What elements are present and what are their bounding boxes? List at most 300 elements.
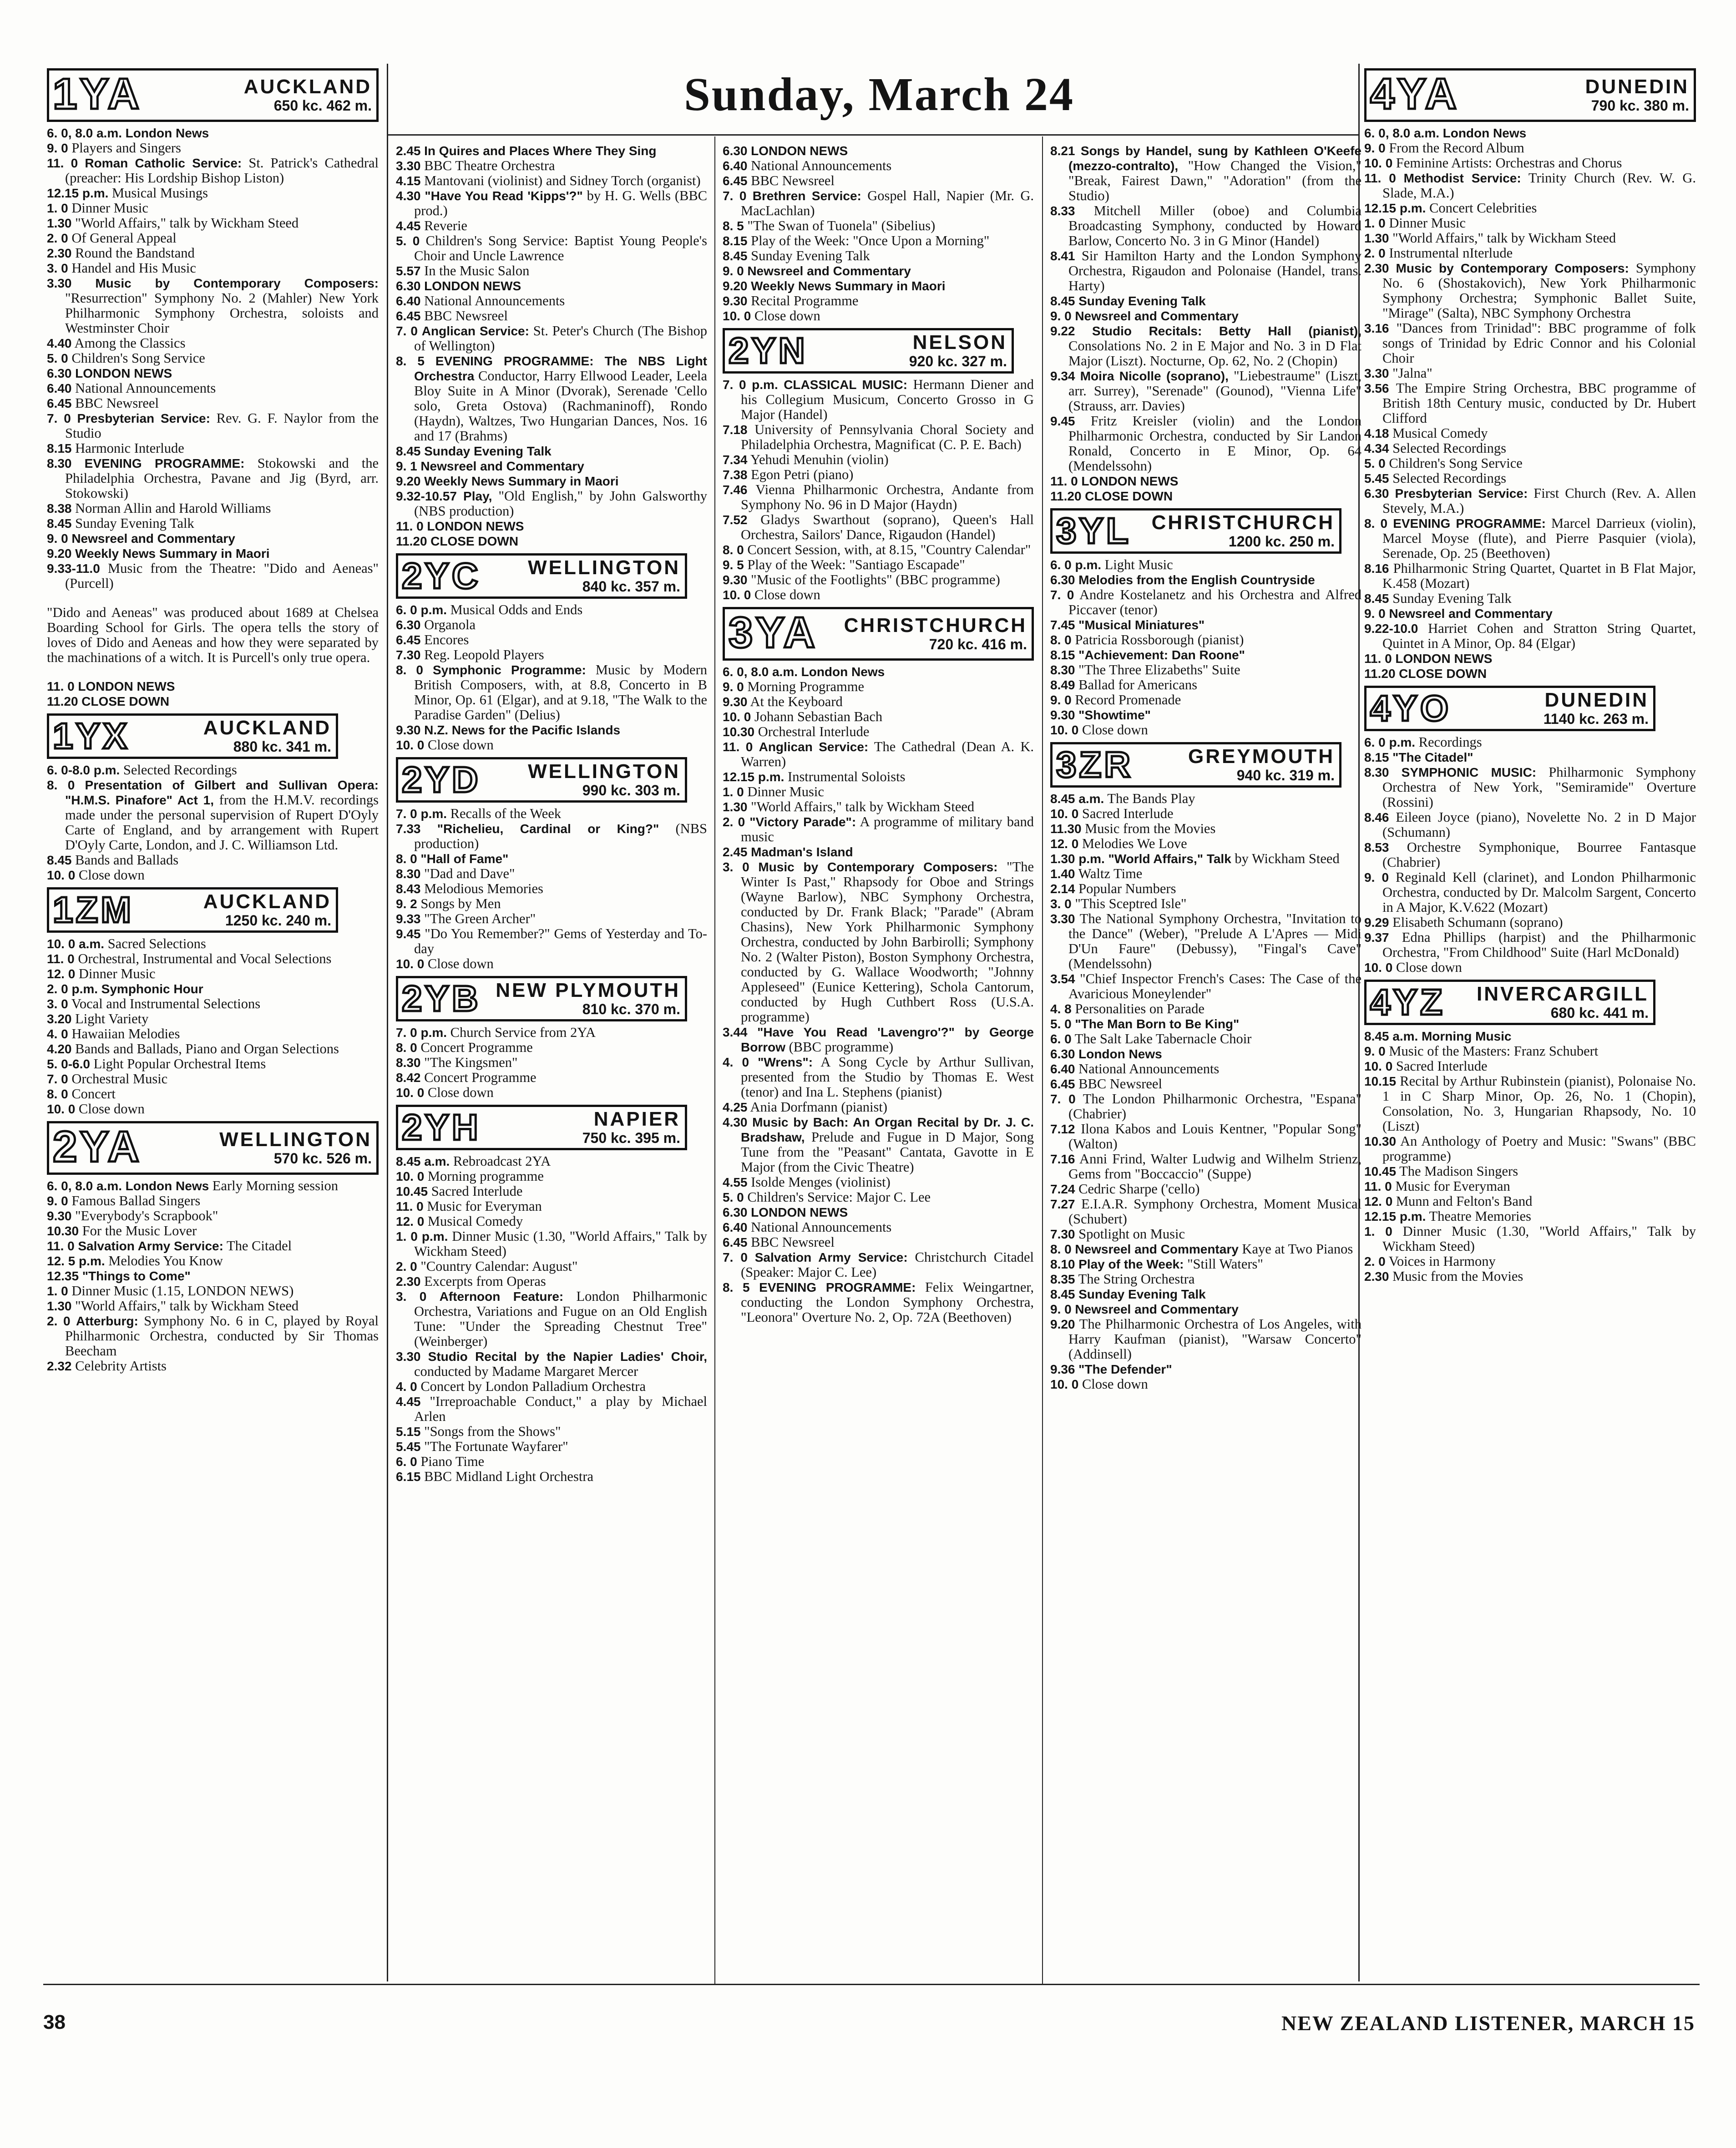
entry-time: 8.42: [396, 1071, 421, 1085]
entry-highlight: LONDON NEWS: [751, 144, 848, 158]
entry-time: 7.52: [723, 513, 748, 527]
entry-time: 7.16: [1050, 1152, 1075, 1166]
entry-time: 7.46: [723, 483, 748, 497]
entry-time: 7.12: [1050, 1122, 1075, 1136]
programme-entry: [1364, 810, 1696, 840]
entry-time: 8.15: [723, 234, 748, 248]
entry-text: Handel and His Music: [71, 260, 196, 276]
station-call-sign: 2YA: [53, 1122, 142, 1171]
entry-text: "Old English," by John Galsworthy (NBS production): [414, 488, 708, 519]
programme-entry: [1050, 662, 1361, 677]
entry-text: Cedric Sharpe ('cello): [1078, 1181, 1200, 1197]
station-call-sign: 2YN: [729, 330, 808, 371]
station-meta: [485, 1107, 685, 1148]
entry-time: 7.45: [1050, 618, 1075, 632]
programme-entry: [396, 1229, 707, 1259]
entry-text: Egon Petri (piano): [751, 467, 854, 482]
entry-text: "The Green Archer": [424, 911, 536, 926]
entry-time: 1.30: [1364, 231, 1389, 245]
entry-text: BBC Newsreel: [424, 308, 508, 323]
station-frequency: 940 kc. 319 m.: [1236, 767, 1335, 783]
entry-text: "Do You Remember?" Gems of Yesterday and To-day: [414, 926, 707, 956]
entry-text: Recital by Arthur Rubinstein (pianist), Polonaise No. 1 in C Sharp Minor, Op. 26, No. 1 (Chopin), Consolation, No. 3, Hungarian Rhapsody, No. 10 (Liszt): [1382, 1073, 1696, 1134]
entry-text: Orchestre Symphonique, Bourree Fantasque (Chabrier): [1382, 839, 1696, 870]
entry-time: 9. 5: [723, 558, 744, 572]
programme-entry: [723, 814, 1034, 844]
station-call-sign: 4YO: [1370, 688, 1452, 728]
programme-entry: [1050, 248, 1361, 293]
entry-time: 5.45: [396, 1440, 421, 1454]
programme-entry: [1050, 1001, 1361, 1016]
entry-time: 8. 0: [47, 1087, 68, 1101]
programme-entry: [1050, 1182, 1361, 1197]
programme-entry: [1364, 930, 1696, 960]
entry-text: Light Music: [1104, 557, 1173, 572]
entry-highlight: CLOSE DOWN: [430, 534, 519, 548]
station-frequency: 750 kc. 395 m.: [582, 1130, 680, 1146]
programme-entry: [396, 1259, 707, 1274]
entry-highlight: Music by Bach: An Organ Recital by Dr. J. C. Bradshaw,: [741, 1115, 1034, 1144]
entry-text: Concert Celebrities: [1429, 200, 1537, 216]
entry-text: "Dad and Dave": [424, 866, 515, 881]
programme-entry: [1050, 587, 1361, 617]
programme-entry: [723, 377, 1034, 422]
entry-text: "Dances from Trinidad": BBC programme of folk songs of Trinidad by Edric Connor and his Colonial Choir: [1382, 320, 1696, 366]
programme-entry: [396, 173, 707, 188]
entry-text: Organola: [424, 617, 476, 632]
programme-entry: [723, 1175, 1034, 1190]
entry-text: First Church (Rev. A. Allen Stevely, M.A.): [1382, 485, 1696, 516]
entry-time: 12. 5 p.m.: [47, 1254, 105, 1268]
entry-highlight: Weekly News Summary in Maori: [75, 546, 270, 561]
entry-time: 11. 0: [396, 1199, 424, 1213]
programme-entry: [1364, 426, 1696, 441]
station-header: [47, 887, 338, 933]
entry-text: "How Changed the Vision," "Break, Fairest Dawn," "Adoration" (from the Studio): [1068, 158, 1362, 203]
station-meta: [821, 609, 1032, 658]
entry-text: Songs by Men: [420, 896, 501, 911]
station-frequency: 1140 kc. 263 m.: [1543, 711, 1649, 727]
programme-entry: [1364, 141, 1696, 156]
entry-text: "The Winter Is Past," Rhapsody for Oboe and Strings (Wayne Barlow), NBC Symphony Orchestra, conducted by Dr. Frank Black; "Parade" (Abram Chasins), New York Philharmonic Symphony Orchestra, conducted by John Barbirolli; Symphony No. 2 (Walter Piston), Boston Symphony Orchestra, conducted by G. Wallace Woodworth; "Johnny Appleseed" (Eunice Kettering), Schola Cantorum, conducted by Hugh Cuthbert Ross (U.S.A. programme): [741, 859, 1034, 1025]
programme-entry: [1050, 836, 1361, 851]
entry-time: 10.30: [723, 725, 755, 739]
entry-time: 1.30: [47, 216, 72, 230]
entry-time: 11. 0: [47, 156, 78, 170]
entry-text: Concert Programme: [420, 1040, 533, 1055]
station-frequency: 920 kc. 327 m.: [909, 353, 1007, 369]
station-call-sign: 2YB: [402, 978, 481, 1019]
entry-time: 2.32: [47, 1359, 72, 1373]
entry-time: 8.30: [396, 867, 421, 881]
station-header: [723, 328, 1014, 374]
entry-time: 4. 0: [723, 1055, 749, 1069]
entry-time: 11. 0: [1050, 474, 1078, 488]
entry-highlight: "Achievement: Dan Roone": [1078, 648, 1245, 662]
entry-time: 2. 0: [47, 1314, 71, 1328]
column-rule-1: [387, 64, 388, 1981]
programme-entry: [1050, 1061, 1361, 1077]
entry-highlight: Madman's Island: [751, 845, 853, 859]
programme-entry: [1050, 1362, 1361, 1377]
programme-entry: [723, 679, 1034, 694]
programme-entry: [1364, 1179, 1696, 1194]
programme-entry: [723, 664, 1034, 679]
entry-time: 7.33: [396, 822, 421, 836]
entry-time: 5. 0: [1050, 1017, 1072, 1031]
entry-time: 7. 0: [396, 324, 418, 338]
entry-highlight: "Richelieu, Cardinal or King?": [437, 822, 659, 836]
programme-entry: [47, 1102, 379, 1117]
programme-entry: [396, 308, 707, 323]
entry-text: Ilona Kabos and Louis Kentner, "Popular Song" (Walton): [1068, 1121, 1361, 1152]
entry-time: 10. 0: [47, 868, 76, 882]
entry-time: 8.30: [1050, 663, 1075, 677]
programme-entry: [396, 1454, 707, 1469]
programme-entry: [723, 248, 1034, 263]
entry-time: 3.54: [1050, 972, 1075, 986]
entry-text: (NBS production): [414, 821, 708, 851]
programme-entry: [1364, 1209, 1696, 1224]
entry-text: Musical Comedy: [427, 1213, 523, 1229]
entry-time: 8.35: [1050, 1272, 1075, 1286]
entry-text: BBC Theatre Orchestra: [424, 158, 555, 173]
programme-entry: [396, 1070, 707, 1085]
station-meta: [1135, 510, 1339, 551]
entry-time: 4.40: [47, 336, 72, 350]
entry-time: 9.22-10.0: [1364, 622, 1418, 636]
entry-time: 9. 0: [1364, 141, 1386, 155]
station-meta: [811, 330, 1012, 371]
programme-entry: [396, 806, 707, 821]
entry-time: 4. 0: [396, 1380, 417, 1394]
entry-time: 6.30: [1364, 486, 1389, 500]
station-frequency: 880 kc. 341 m.: [233, 738, 331, 755]
entry-text: Celebrity Artists: [75, 1358, 167, 1374]
programme-entry: [47, 1087, 379, 1102]
station-frequency: 720 kc. 416 m.: [929, 636, 1027, 652]
programme-entry: [1050, 1077, 1361, 1092]
programme-entry: [1050, 881, 1361, 896]
entry-time: 9. 0: [723, 264, 744, 278]
entry-text: Dinner Music (1.15, LONDON NEWS): [71, 1283, 294, 1299]
programme-entry: [47, 1193, 379, 1208]
entry-text: An Anthology of Poetry and Music: "Swans" (BBC programme): [1382, 1133, 1696, 1164]
entry-time: 6. 0, 8.0 a.m.: [47, 1179, 122, 1193]
programme-entry: [723, 844, 1034, 859]
entry-text: "The Three Elizabeths" Suite: [1078, 662, 1240, 677]
programme-entry: [1050, 203, 1361, 248]
entry-time: 8.45: [396, 444, 421, 458]
programme-entry: [723, 482, 1034, 512]
programme-entry: [1364, 666, 1696, 681]
programme-entry: [1364, 1044, 1696, 1059]
station-header: [47, 713, 338, 759]
entry-time: 10.15: [1364, 1074, 1397, 1088]
entry-time: 6.30: [47, 366, 72, 380]
entry-time: 9. 0: [1050, 693, 1072, 707]
entry-time: 9.36: [1050, 1362, 1075, 1376]
entry-time: 10. 0: [396, 957, 425, 971]
entry-time: 1. 0: [723, 785, 744, 799]
entry-text: Hawaiian Melodies: [71, 1026, 180, 1041]
column-rule-3: [1042, 136, 1043, 1984]
programme-entry: [396, 738, 707, 753]
entry-time: 12.15 p.m.: [1364, 1209, 1426, 1223]
entry-highlight: Methodist Service:: [1403, 171, 1521, 185]
entry-time: 5.15: [396, 1425, 421, 1439]
programme-entry: [47, 853, 379, 868]
entry-highlight: Salvation Army Service:: [78, 1239, 223, 1253]
programme-entry: [47, 366, 379, 381]
entry-text: Rebroadcast 2YA: [453, 1153, 551, 1169]
entry-time: 9. 1: [396, 459, 417, 473]
entry-highlight: Presbyterian Service:: [1395, 486, 1528, 500]
programme-entry: [396, 1289, 707, 1349]
entry-text: Philharmonic String Quartet, Quartet in B Flat Major, K.458 (Mozart): [1382, 561, 1696, 591]
entry-time: 7.30: [396, 648, 421, 662]
entry-time: 9.20: [1050, 1317, 1075, 1331]
programme-entry: [1050, 323, 1361, 369]
entry-text: Instrumental Soloists: [788, 769, 906, 784]
entry-time: 8. 0: [396, 852, 417, 866]
entry-time: 8.21: [1050, 144, 1075, 158]
programme-entry: [1050, 1317, 1361, 1362]
entry-text: Rev. G. F. Naylor from the Studio: [65, 410, 379, 441]
entry-text: Symphony No. 6 in C, played by Royal Philharmonic Orchestra, conducted by Sir Thomas Beecham: [65, 1313, 379, 1359]
station-city: DUNEDIN: [1544, 689, 1649, 711]
entry-time: 8. 5: [723, 1280, 750, 1294]
entry-text: BBC Newsreel: [751, 173, 835, 188]
entry-time: 11. 0: [47, 1239, 75, 1253]
programme-entry: [47, 381, 379, 396]
programme-entry: [47, 1284, 379, 1299]
entry-text: Early Morning session: [212, 1178, 338, 1193]
entry-time: 9.37: [1364, 930, 1389, 945]
programme-entry: [47, 778, 379, 853]
programme-entry: [1364, 321, 1696, 366]
programme-entry: [47, 936, 379, 951]
entry-time: 1. 0: [1364, 216, 1386, 230]
column-5: [1361, 64, 1700, 1284]
entry-text: Close down: [754, 308, 820, 323]
entry-time: 6. 0, 8.0 a.m.: [723, 665, 798, 679]
entry-text: London Philharmonic Orchestra, Variations and Fugue on an Old English Tune: "Under the Spreading Chestnut Tree" (Weinberger): [414, 1289, 707, 1349]
entry-text: Selected Recordings: [1392, 470, 1506, 486]
entry-text: Music from the Movies: [1392, 1269, 1523, 1284]
station-call-sign: 1ZM: [53, 890, 134, 930]
entry-text: BBC Newsreel: [751, 1234, 835, 1250]
entry-highlight: LONDON NEWS: [751, 1205, 848, 1219]
programme-entry: [1050, 1046, 1361, 1061]
entry-text: "Irreproachable Conduct," a play by Michael Arlen: [414, 1394, 707, 1424]
page-title: Sunday, March 24: [683, 68, 1075, 121]
entry-highlight: London News: [801, 665, 885, 679]
entry-highlight: Newsreel and Commentary: [1389, 606, 1553, 621]
programme-entry: [396, 662, 707, 723]
programme-entry: [47, 546, 379, 561]
entry-time: 9.29: [1364, 915, 1389, 930]
station-city: INVERCARGILL: [1477, 983, 1649, 1005]
entry-text: University of Pennsylvania Choral Society and Philadelphia Orchestra, Magnificat (C. P. E. Bach): [741, 422, 1034, 452]
column-3: [719, 143, 1038, 1325]
entry-time: 3. 0: [47, 261, 68, 275]
entry-highlight: Songs by Handel, sung by Kathleen O'Keefe (mezzo-contralto),: [1068, 144, 1362, 173]
entry-time: 4. 0: [47, 1027, 68, 1041]
entry-text: Symphony No. 6 (Shostakovich), New York Philharmonic Symphony Orchestra; Symphonic Ballet Suite, "Mirage" (Salta), NBC Symphony Orchestra: [1382, 260, 1696, 321]
entry-time: 9. 0: [1050, 1302, 1072, 1316]
entry-time: 9. 0: [1364, 1044, 1386, 1058]
programme-entry: [723, 572, 1034, 587]
entry-time: 1. 0 p.m.: [396, 1229, 448, 1243]
programme-entry: [396, 474, 707, 489]
entry-text: "Liebestraume" (Liszt, arr. Surrey), "Serenade" (Gounod), "Vienna Life" (Strauss, arr. Davies): [1068, 368, 1361, 414]
entry-text: Harmonic Interlude: [75, 440, 184, 456]
programme-entry: [723, 1235, 1034, 1250]
entry-time: 6. 0: [1050, 1032, 1072, 1046]
entry-time: 9.20: [723, 279, 748, 293]
entry-text: Musical Musings: [112, 185, 208, 201]
entry-highlight: LONDON NEWS: [427, 519, 524, 533]
entry-time: 9. 0: [47, 1194, 68, 1208]
entry-time: 11. 0: [396, 519, 424, 533]
programme-entry: [1364, 915, 1696, 930]
station-header: [396, 976, 687, 1021]
entry-text: The Bands Play: [1107, 791, 1195, 806]
programme-entry: [1364, 606, 1696, 621]
entry-text: Anni Frind, Walter Ludwig and Wilhelm Strienz, Gems from "Boccaccio" (Suppe): [1068, 1151, 1361, 1182]
programme-entry: [1050, 617, 1361, 632]
programme-entry: [47, 336, 379, 351]
station-city: AUCKLAND: [243, 76, 372, 98]
programme-entry: [1364, 201, 1696, 216]
entry-time: 10.45: [1364, 1164, 1397, 1178]
entry-highlight: Newsreel and Commentary: [747, 264, 911, 278]
entry-text: Norman Allin and Harold Williams: [75, 500, 271, 516]
entry-time: 6. 0, 8.0 a.m.: [47, 126, 122, 140]
entry-time: 9.20: [396, 474, 421, 488]
programme-entry: [396, 444, 707, 459]
programme-entry: [47, 456, 379, 501]
entry-highlight: "Have You Read 'Kipps'?": [425, 189, 583, 203]
programme-entry: [396, 1394, 707, 1424]
entry-text: Instrumental nIterlude: [1389, 245, 1513, 261]
programme-entry: [723, 452, 1034, 467]
entry-time: 1.30: [723, 800, 748, 814]
entry-text: Consolations No. 2 in E Major and No. 3 in D Flat Major (Liszt). Nocturne, Op. 62, No. 2 (Chopin): [1068, 338, 1361, 369]
entry-text: Sacred Selections: [107, 936, 206, 951]
entry-highlight: Music by Contemporary Composers:: [95, 276, 379, 290]
programme-entry: [47, 141, 379, 156]
programme-entry: [1050, 647, 1361, 662]
entry-text: The Citadel: [227, 1238, 292, 1253]
programme-entry: [1364, 960, 1696, 975]
programme-entry: [396, 218, 707, 233]
entry-highlight: Presentation of Gilbert and Sullivan Opera: "H.M.S. Pinafore" Act 1,: [65, 778, 379, 807]
programme-entry: [1050, 866, 1361, 881]
programme-entry: [723, 422, 1034, 452]
entry-time: 6.45: [723, 1235, 748, 1249]
entry-highlight: CLASSICAL MUSIC:: [784, 378, 908, 392]
programme-entry: [1050, 489, 1361, 504]
entry-text: Close down: [427, 1085, 494, 1100]
entry-highlight: Melodies from the English Countryside: [1078, 573, 1315, 587]
entry-text: Children's Song Service: [1389, 455, 1523, 471]
entry-time: 2.30: [1364, 261, 1389, 275]
entry-text: Piano Time: [420, 1454, 485, 1469]
entry-time: 11. 0: [1364, 171, 1396, 185]
entry-time: 8.15: [47, 441, 72, 455]
station-city: GREYMOUTH: [1188, 745, 1335, 768]
programme-entry: [723, 1220, 1034, 1235]
station-frequency: 810 kc. 370 m.: [582, 1001, 680, 1017]
station-city: WELLINGTON: [219, 1128, 372, 1151]
entry-text: "The Fortunate Wayfarer": [424, 1439, 568, 1454]
programme-entry: [1364, 840, 1696, 870]
entry-time: 9.30: [723, 695, 748, 709]
entry-text: "This Sceptred Isle": [1075, 896, 1187, 911]
entry-highlight: Newsreel and Commentary: [1075, 1302, 1239, 1316]
entry-time: 9.34: [1050, 369, 1075, 383]
programme-entry: [1050, 896, 1361, 911]
programme-entry: [1364, 366, 1696, 381]
entry-time: 1. 0: [1364, 1224, 1392, 1238]
entry-text: "The Swan of Tuonela" (Sibelius): [747, 218, 936, 233]
station-call-sign: 3YA: [729, 608, 818, 657]
entry-text: Reginald Kell (clarinet), and London Philharmonic Orchestra, conducted by Dr. Malcolm Sargent, Concerto in A Major, K.V.622 (Mozart): [1382, 869, 1696, 915]
entry-highlight: London News: [1442, 126, 1527, 140]
entry-time: 9.30: [1050, 708, 1075, 722]
station-call-sign: 1YA: [53, 70, 142, 118]
entry-text: Theatre Memories: [1429, 1208, 1531, 1224]
entry-time: 8.38: [47, 501, 72, 516]
entry-highlight: "The Defender": [1078, 1362, 1172, 1376]
programme-entry: [1364, 456, 1696, 471]
entry-highlight: Newsreel and Commentary: [71, 531, 235, 546]
programme-entry: [396, 1274, 707, 1289]
programme-entry: [1050, 1031, 1361, 1046]
programme-entry: [1364, 750, 1696, 765]
programme-entry: [1050, 971, 1361, 1001]
programme-entry: [1050, 677, 1361, 692]
programme-entry: [723, 173, 1034, 188]
entry-time: 8. 0: [396, 1041, 417, 1055]
entry-time: 2. 0 p.m.: [47, 982, 98, 996]
programme-entry: [1364, 1134, 1696, 1164]
entry-time: 7.30: [1050, 1227, 1075, 1241]
programme-entry: [396, 602, 707, 617]
entry-time: 6.30: [396, 618, 421, 632]
entry-time: 5.57: [396, 264, 421, 278]
entry-text: Sunday Evening Talk: [75, 516, 194, 531]
programme-entry: [1364, 156, 1696, 171]
entry-time: 3. 0: [47, 997, 68, 1011]
programme-entry: [723, 587, 1034, 602]
entry-text: Trinity Church (Rev. W. G. Slade, M.A.): [1382, 170, 1696, 201]
station-header: [47, 68, 379, 122]
programme-entry: [1364, 246, 1696, 261]
station-city: NEW PLYMOUTH: [496, 979, 680, 1001]
programme-entry: [396, 896, 707, 911]
entry-text: Mitchell Miller (oboe) and Columbia Broadcasting Symphony, conducted by Howard Barlow, Concerto No. 3 in G Minor (Handel): [1068, 203, 1362, 248]
entry-time: 9.33-11.0: [47, 561, 100, 576]
programme-entry: [1050, 1122, 1361, 1152]
programme-entry: [1364, 621, 1696, 651]
entry-time: 7.34: [723, 453, 748, 467]
programme-entry: [723, 859, 1034, 1025]
entry-text: Johann Sebastian Bach: [754, 709, 883, 724]
entry-text: Close down: [427, 956, 494, 971]
